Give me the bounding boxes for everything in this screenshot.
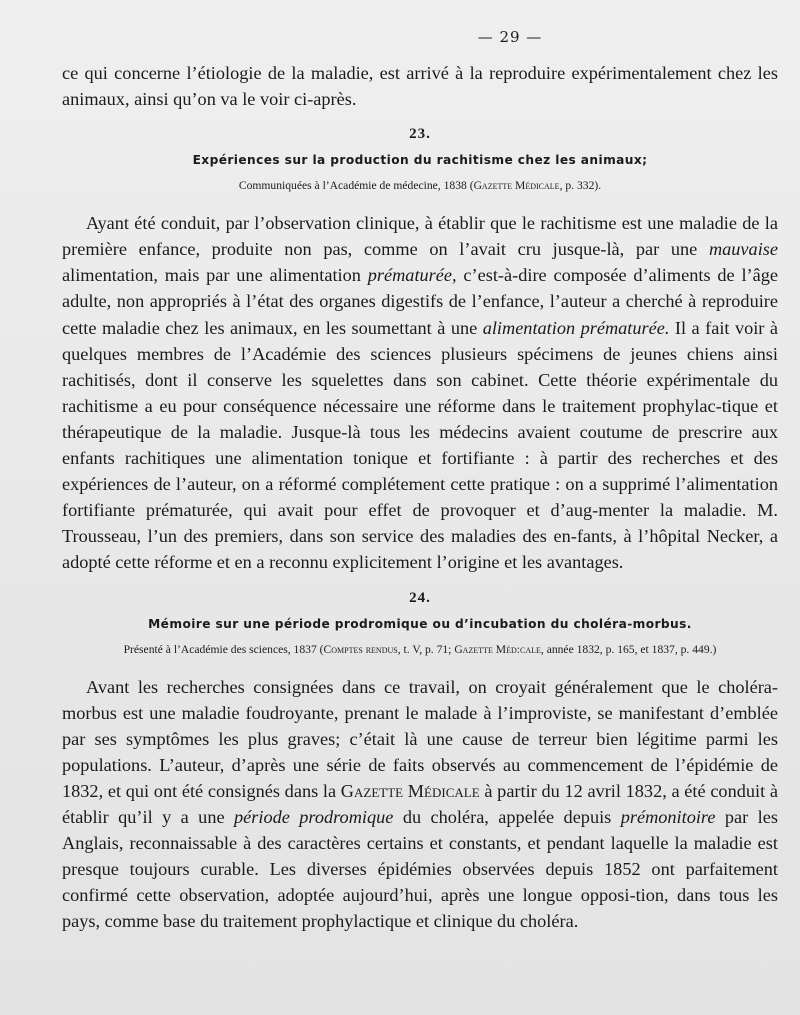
source-suffix: , p. 332). xyxy=(559,179,602,193)
paragraph-text: Avant les recherches consignées dans ce travail, on croyait généralement que le choléra-morbus est une maladie foudroyante, prenant le malade à l’improviste, se manifestant d’emblée par ses symptômes les plus graves; c’était là une cause de terreur bien légitime parmi les populations. L’auteur, d’après une série de faits observés au commencement de l’épidémie de 1832, et qui ont été consignés dans la xyxy=(62,676,778,801)
source-journal: Gazette Méd:cale xyxy=(454,642,541,656)
source-prefix: Communiquées à l’Académie de médecine, 1838 ( xyxy=(238,179,474,193)
source-suffix: , année 1832, p. 165, et 1837, p. 449.) xyxy=(540,642,717,656)
section-number: 23. xyxy=(409,126,431,143)
italic-text: prématurée, xyxy=(367,265,457,286)
section-number: 24. xyxy=(409,589,431,606)
intro-paragraph: ce qui concerne l’étiologie de la maladie, est arrivé à la reproduire expérimentalement chez les animaux, ainsi qu’on va le voir ci-après. xyxy=(62,63,778,110)
section-23 xyxy=(62,126,778,575)
source-line xyxy=(62,179,778,192)
source-prefix: Présenté à l’Académie des sciences, 1837 ( xyxy=(123,642,324,656)
source-journal: Comptes rendus xyxy=(323,642,398,656)
paragraph-text: Il a fait voir à quelques membres de l’Académie des sciences plusieurs spécimens de jeunes chiens ainsi rachitisés, dont il conserve les squelettes dans son cabinet. Cette théorie expérimentale du rachitisme a eu pour conséquence nécessaire une réforme dans le traitement prophylac-tique et thérapeutique de la maladie. Jusque-là tous les médecins avaient coutume de prescrire aux enfants rachitiques une alimentation tonique et fortifiante : à partir des recherches et des expériences de l’auteur, on a réformé complétement cette pratique : on a supprimé l’alimentation fortifiante prématurée, qui avait pour effet de provoquer et d’aug-menter la maladie. M. Trousseau, l’un des premiers, dans son service des maladies des en-fants, à l’hôpital Necker, a adopté cette réforme et en a reconnu explicitement l’origine et les avantages. xyxy=(62,317,778,573)
italic-text: prémonitoire xyxy=(620,806,716,827)
source-journal: Gazette Médicale xyxy=(473,179,560,193)
section-paragraph xyxy=(62,674,778,935)
section-paragraph xyxy=(62,210,778,575)
section-24 xyxy=(62,590,778,935)
journal-name: Gazette Médicale xyxy=(340,780,480,801)
paragraph-text: c’est-à-dire composée d’aliments de l’âge adulte, non appropriés à l’état des organes digestifs de l’enfance, l’auteur a cherché à reproduire cette maladie chez les animaux, en les soumettant à une xyxy=(62,265,778,338)
source-middle: , t. V, p. 71; xyxy=(397,642,455,656)
section-title: Mémoire sur une période prodromique ou d’incubation du choléra-morbus. xyxy=(148,616,692,631)
page-number: — 29 — xyxy=(477,28,543,46)
source-line xyxy=(62,643,778,656)
paragraph-text: alimentation, mais par une alimentation xyxy=(62,265,368,286)
section-title: Expériences sur la production du rachitisme chez les animaux; xyxy=(192,153,648,168)
italic-text: alimentation prématurée. xyxy=(482,317,670,338)
italic-text: période prodromique xyxy=(234,806,394,827)
paragraph-text: du choléra, appelée depuis xyxy=(393,806,621,827)
paragraph-text: à partir du 12 avril 1832, a été conduit à établir qu’il y a une xyxy=(62,780,778,827)
italic-text: mauvaise xyxy=(708,239,778,260)
paragraph-text: Ayant été conduit, par l’observation clinique, à établir que le rachitisme est une maladie de la première enfance, produite non pas, comme on l’avait cru jusque-là, par une xyxy=(62,213,778,260)
paragraph-text: par les Anglais, reconnaissable à des caractères certains et constants, et pendant laquelle la maladie est presque toujours curable. Les diverses épidémies observées depuis 1852 ont parfaitement confirmé cette observation, adoptée aujourd’hui, après une longue opposi-tion, dans tous les pays, comme base du traitement prophylactique et clinique du choléra. xyxy=(62,806,778,932)
